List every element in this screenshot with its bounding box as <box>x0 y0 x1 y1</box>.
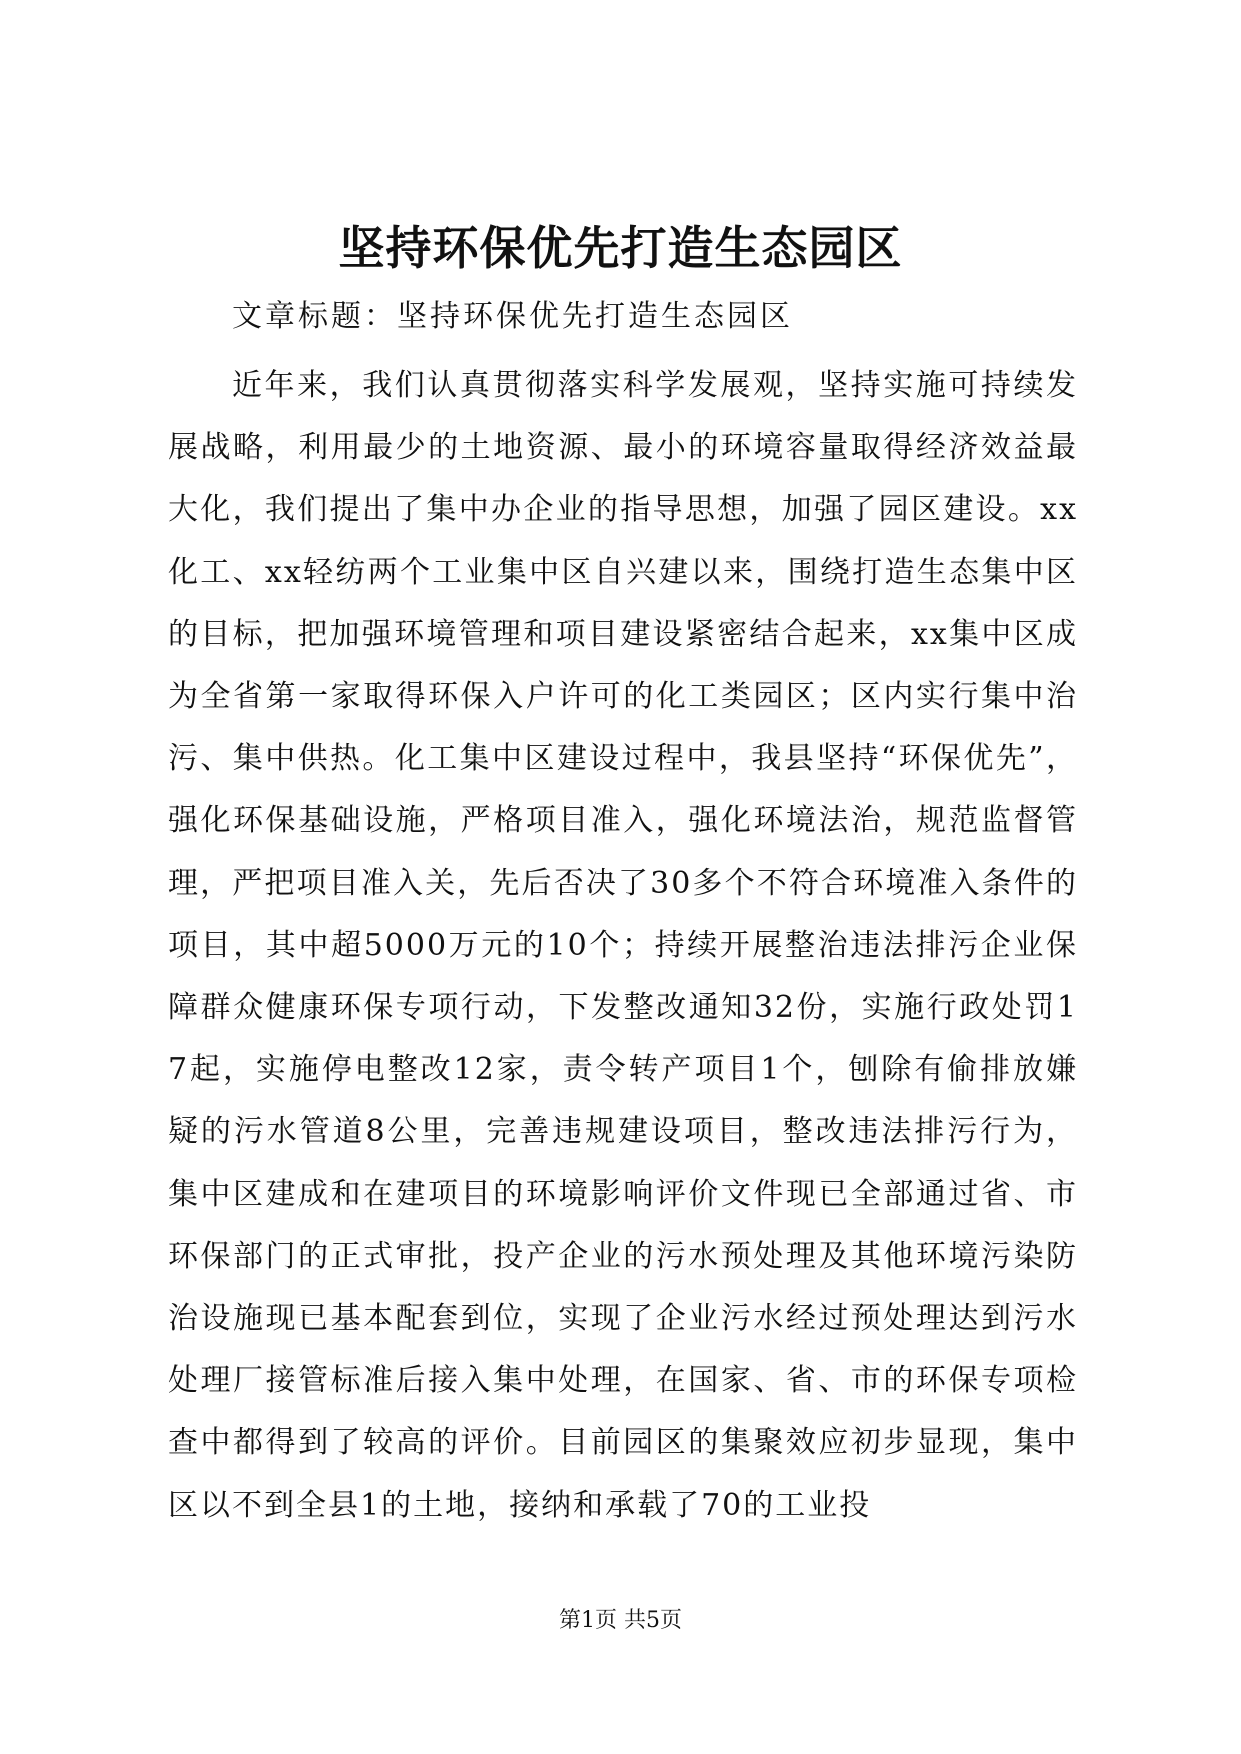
page-total: 5 <box>646 1608 661 1633</box>
page-footer <box>0 1606 1241 1636</box>
article-title-label: 文章标题： <box>232 299 397 334</box>
page-prefix: 第 <box>558 1608 581 1633</box>
document-title: 坚持环保优先打造生态园区 <box>338 221 903 275</box>
article-title-value: 坚持环保优先打造生态园区 <box>397 299 793 334</box>
page-unit: 页 <box>594 1608 617 1633</box>
page-current: 1 <box>580 1608 595 1633</box>
body-paragraph: 近年来，我们认真贯彻落实科学发展观，坚持实施可持续发展战略，利用最少的土地资源、最小的环境容量取得经济效益最大化，我们提出了集中办企业的指导思想，加强了园区建设。xx化工、xx轻纺两个工业集中区自兴建以来，围绕打造生态集中区的目标，把加强环境管理和项目建设紧密结合起来，xx集中区成为全省第一家取得环保入户许可的化工类园区；区内实行集中治污、集中供热。化工集中区建设过程中，我县坚持“环保优先”，强化环保基础设施，严格项目准入，强化环境法治，规范监督管理，严把项目准入关，先后否决了30多个不符合环境准入条件的项目，其中超5000万元的10个；持续开展整治违法排污企业保障群众健康环保专项行动，下发整改通知32份，实施行政处罚17起，实施停电整改12家，责令转产项目1个，刨除有偷排放嫌疑的污水管道8公里，完善违规建设项目，整改违法排污行为，集中区建成和在建项目的环境影响评价文件现已全部通过省、市环保部门的正式审批，投产企业的污水预处理及其他环境污染防治设施现已基本配套到位，实现了企业污水经过预处理达到污水处理厂接管标准后接入集中处理，在国家、省、市的环保专项检查中都得到了较高的评价。目前园区的集聚效应初步显现，集中区以不到全县1的土地，接纳和承载了70的工业投 <box>168 368 1078 1523</box>
total-unit: 页 <box>660 1608 683 1633</box>
total-prefix: 共 <box>624 1608 647 1633</box>
article-title-line <box>232 295 793 339</box>
